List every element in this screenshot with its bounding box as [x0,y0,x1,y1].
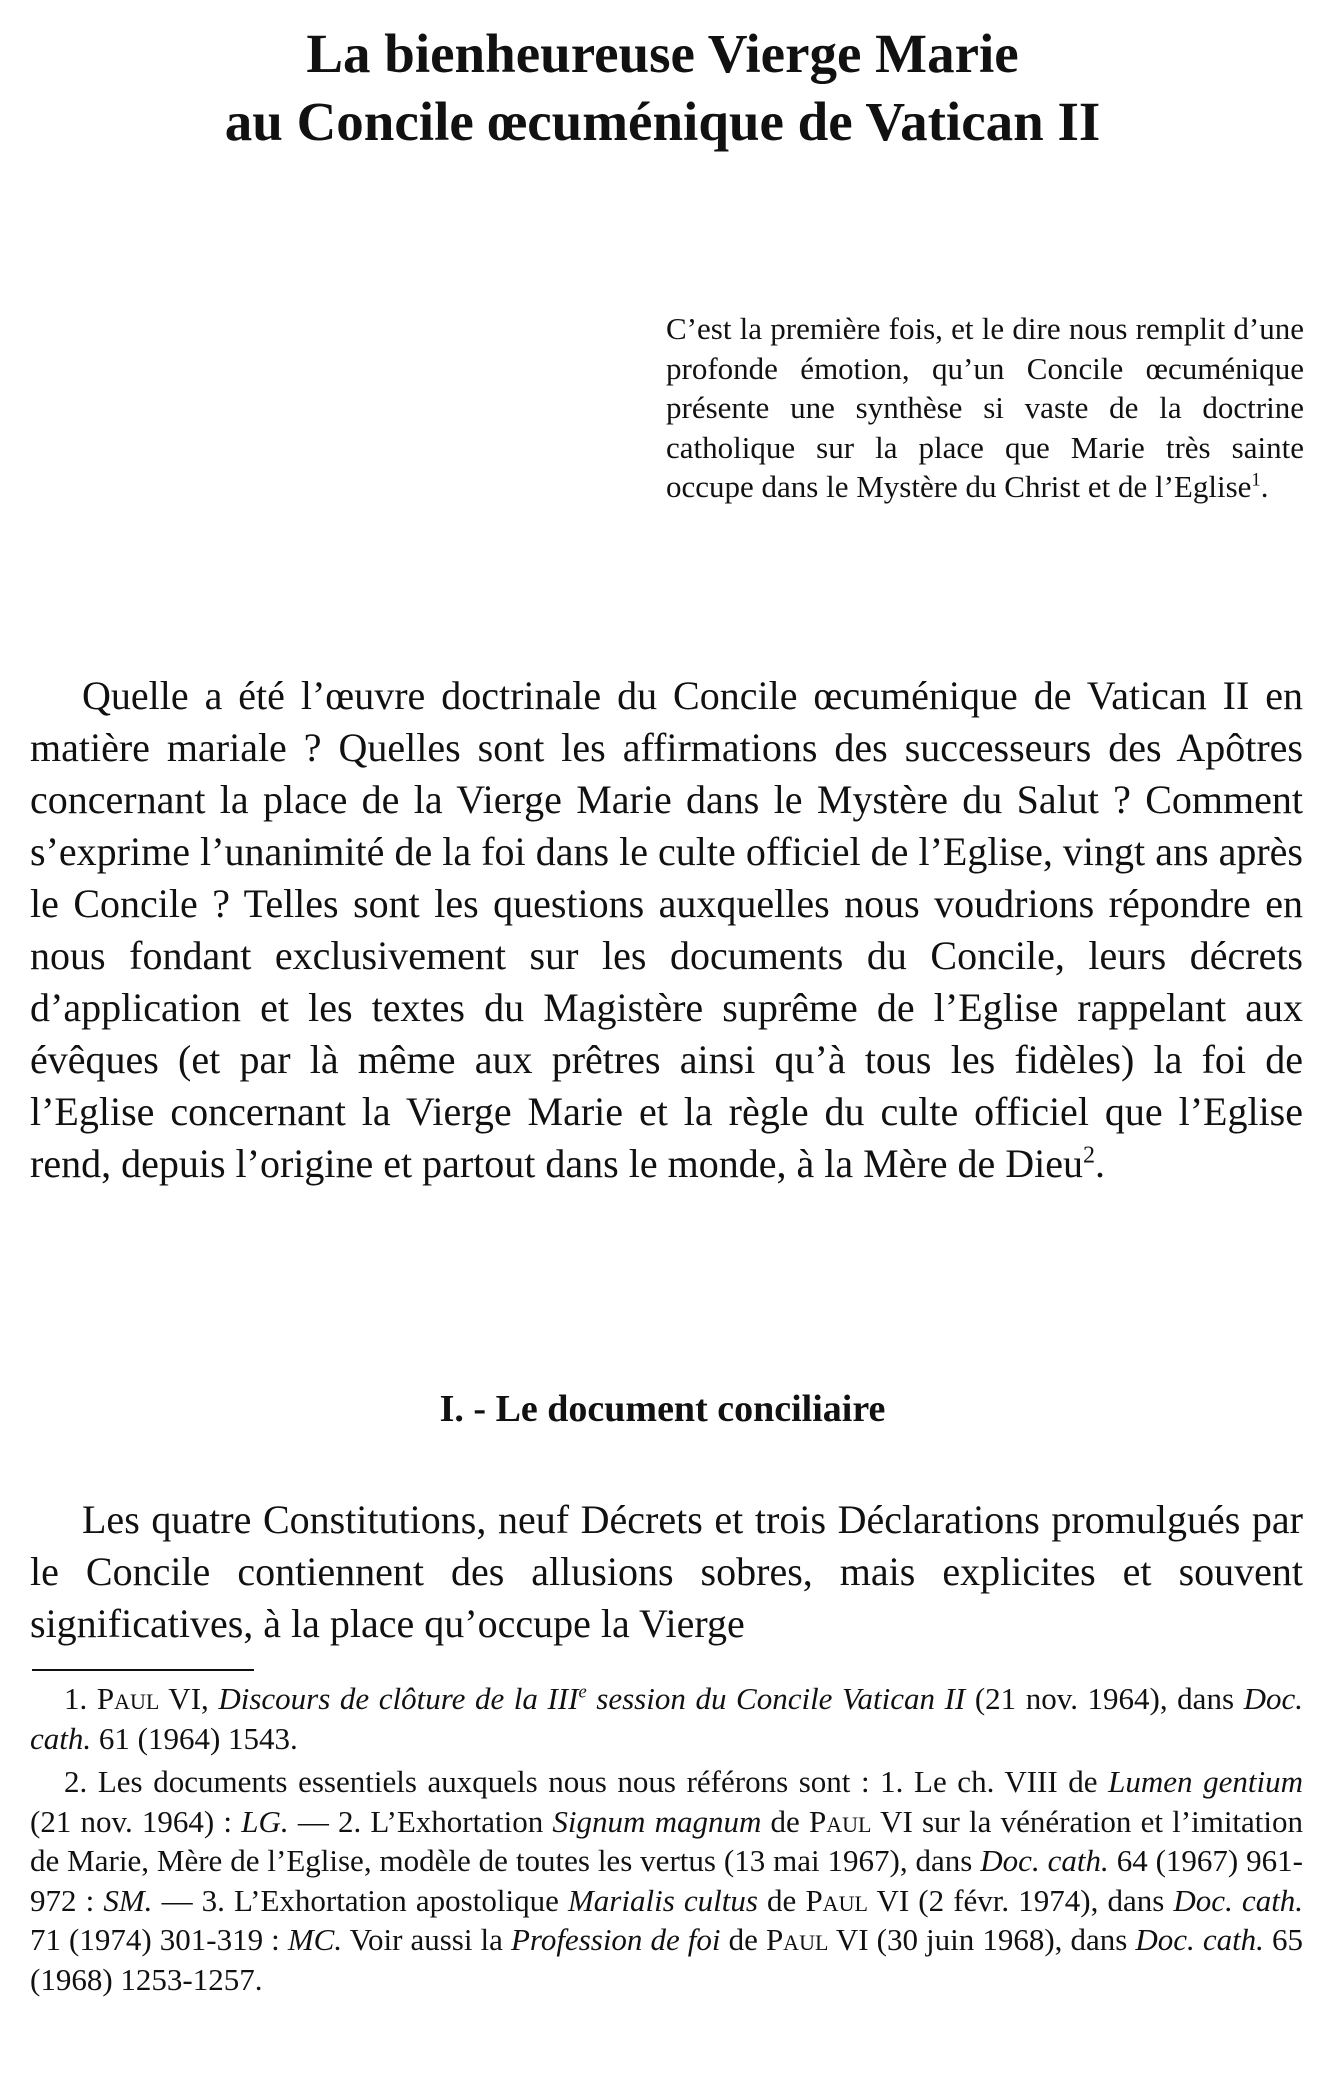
footnote-text: 64 (1967) 961-972 : [30,1843,1304,1918]
footnote-divider [32,1669,254,1671]
footnote-text: 61 (1964) 1543. [98,1720,298,1756]
article-title [0,20,1325,156]
work-title: Marialis cultus [567,1882,758,1918]
footnote-text: VI sur la vénération et l’imitation de Marie, Mère de l’Eglise, modèle de toutes les vertus (13 mai 1967), dans [30,1803,1304,1878]
footnote-text: — 3. L’Exhortation apostolique [161,1882,559,1918]
author-name: Paul [765,1922,829,1957]
footnote-text: Voir aussi la [349,1922,503,1957]
footnote-number: 1. [64,1681,88,1716]
work-title-sup: e [578,1681,587,1703]
work-title: Lumen gentium [1108,1764,1304,1799]
footnote-1 [30,1679,1303,1758]
footnotes [30,1679,1303,1999]
footnote-text: de [770,1803,800,1839]
footnote-text: de [767,1882,797,1918]
footnote-text: 65 (1968) 1253-1257. [30,1922,1303,1997]
epigraph-quote: C’est la première fois, et le dire nous remplit d’une profonde émotion, qu’un Concile œcuménique présente une synthèse si vaste de la doctrine catholique sur la place que Marie très sainte occupe dans le Mystère du Christ et de l’Eglise$^1$. [666,311,1304,504]
epigraph-text: C’est la première fois, et le dire nous remplit d’une profonde émotion, qu’un Concile œcuménique présente une synthèse si vaste de la doctrine catholique sur la place que Marie très sainte occupe dans le Mystère du Christ et de l’Eglise [666,311,1304,504]
abbreviation: MC. [287,1922,343,1957]
intro-text: Quelle a été l’œuvre doctrinale du Concile œcuménique de Vatican II en matière mariale ? Quelles sont les affirmations des successeurs des Apôtres concernant la place de la Vierge Marie dans le Mystère du Salut ? Comment s’exprime l’unanimité de la foi dans le culte officiel de l’Eglise, vingt ans après le Concile ? Telles sont les questions auxquelles nous voudrions répondre en nous fondant exclusivement sur les documents du Concile, leurs décrets d’application et les textes du Magistère suprême de l’Eglise rappelant aux évêques (et par là même aux prêtres ainsi qu’à tous les fidèles) la foi de l’Eglise concernant la Vierge Marie et la règle du culte officiel que l’Eglise rend, depuis l’origine et partout dans le monde, à la Mère de Dieu [30,673,1303,1186]
section-paragraph: Les quatre Constitutions, neuf Décrets et trois Déclarations promulgués par le Concile contiennent des allusions sobres, mais explicites et souvent significatives, à la place qu’occupe la Vierge [30,1497,1303,1646]
footnote-2 [30,1762,1303,1999]
intro-paragraph: Quelle a été l’œuvre doctrinale du Concile œcuménique de Vatican II en matière mariale ? Quelles sont les affirmations des successeurs des Apôtres concernant la place de la Vierge Marie dans le Mystère du Salut ? Comment s’exprime l’unanimité de la foi dans le culte officiel de l’Eglise, vingt ans après le Concile ? Telles sont les questions auxquelles nous voudrions répondre en nous fondant exclusivement sur les documents du Concile, leurs décrets d’application et les textes du Magistère suprême de l’Eglise rappelant aux évêques (et par là même aux prêtres ainsi qu’à tous les fidèles) la foi de l’Eglise concernant la Vierge Marie et la règle du culte officiel que l’Eglise rend, depuis l’origine et partout dans le monde, à la Mère de Dieu$^2$. [30,673,1303,1186]
abbreviation: SM. [103,1882,153,1918]
footnote-ref-2[interactable]: 2 [1083,1142,1095,1169]
work-title-start: Discours de clôture de la III [218,1681,579,1716]
journal-title: Doc. cath. [30,1681,1303,1756]
author-name: Paul [809,1803,872,1839]
journal-title: Doc. cath. [980,1843,1109,1878]
footnote-text: 71 (1974) 301-319 : [30,1922,280,1957]
footnote-text: — 2. L’Exhortation [297,1803,544,1839]
journal-title: Doc. cath. [1173,1882,1304,1918]
footnote-number: 2. [64,1764,88,1799]
author-name: Paul VI, [96,1681,209,1716]
footnote-ref-1[interactable]: 1 [1251,469,1261,491]
work-title: Signum magnum [552,1803,762,1839]
footnote-text: de [728,1922,758,1957]
work-title: Profession de foi [510,1922,721,1957]
footnote-text: Les documents essentiels auxquels nous nous référons sont : 1. Le ch. VIII de [97,1764,1098,1799]
work-title-end: session du Concile Vatican II [596,1681,966,1716]
footnote-text: (21 nov. 1964), dans [974,1681,1235,1716]
footnote-text: VI (30 juin 1968), dans [835,1922,1128,1957]
article-title-line-1: La bienheureuse Vierge Marie [306,23,1019,84]
section-heading: I. - Le document conciliaire [439,1388,886,1430]
footnote-text: (21 nov. 1964) : [30,1803,233,1839]
work-title [218,1681,965,1716]
abbreviation: LG. [241,1803,289,1839]
footnote-text: VI (2 févr. 1974), dans [876,1882,1165,1918]
article-title-line-2: au Concile œcuménique de Vatican II [224,91,1101,152]
author-name: Paul [805,1882,868,1918]
journal-title: Doc. cath. [1135,1922,1264,1957]
